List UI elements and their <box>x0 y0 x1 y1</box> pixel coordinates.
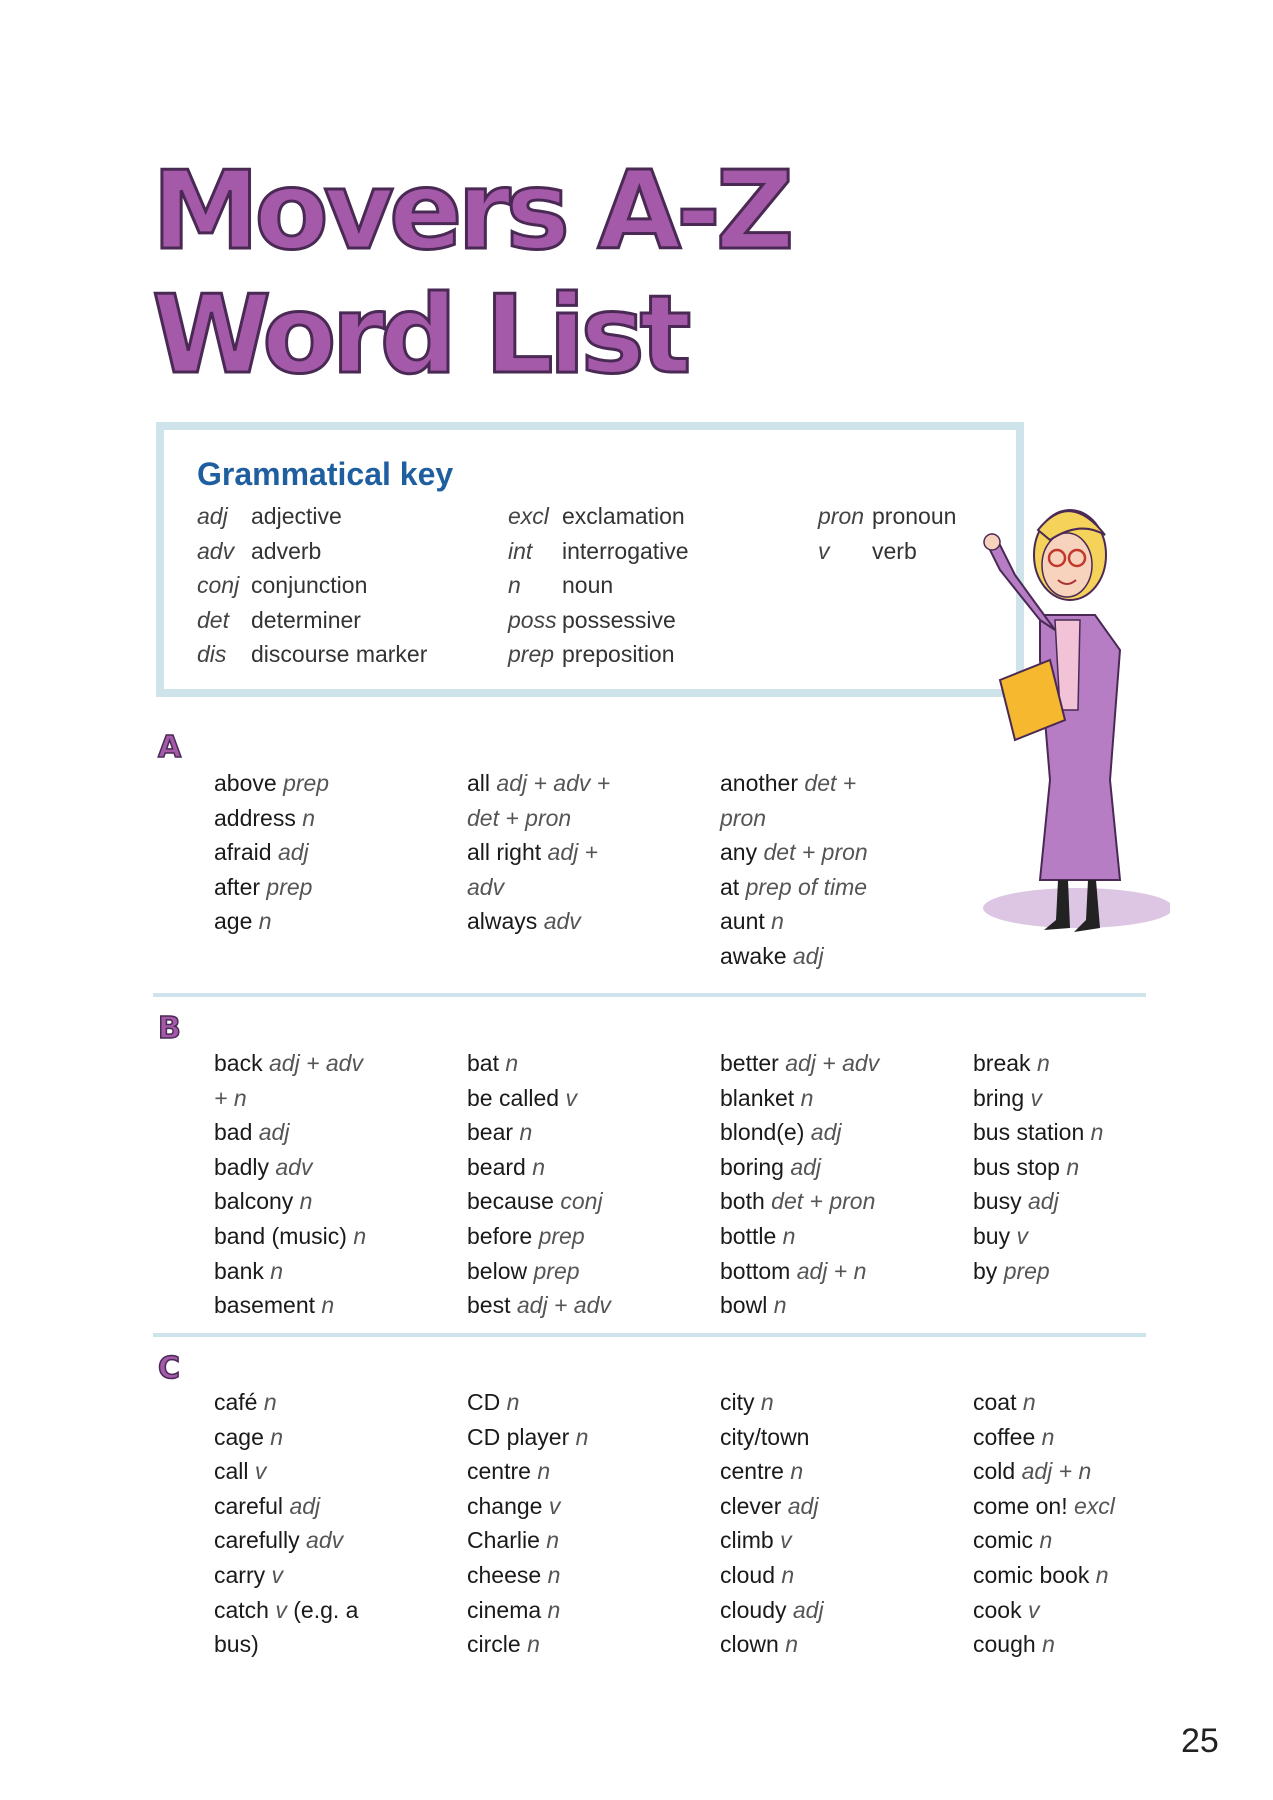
key-item-interrogative <box>508 538 689 565</box>
part-of-speech: adj + n <box>1021 1458 1092 1485</box>
word-entry <box>467 1150 611 1185</box>
key-item-exclamation <box>508 503 685 530</box>
word-entry <box>214 870 329 905</box>
word-column <box>973 1385 1115 1662</box>
word-entry <box>973 1046 1103 1081</box>
word: best <box>467 1292 511 1319</box>
word-entry <box>467 1046 611 1081</box>
part-of-speech: adv <box>467 873 505 900</box>
word: city/town <box>720 1423 810 1450</box>
part-of-speech: n <box>547 1596 561 1623</box>
part-of-speech: adv <box>543 908 581 935</box>
word-column <box>467 1385 588 1662</box>
key-meaning: noun <box>562 572 614 599</box>
word: aunt <box>720 908 765 935</box>
part-of-speech: n <box>790 1458 804 1485</box>
word-entry <box>720 870 868 905</box>
word-entry <box>720 1454 824 1489</box>
word: boring <box>720 1153 784 1180</box>
part-of-speech: adj + n <box>796 1257 867 1284</box>
word-entry <box>467 1219 611 1254</box>
word-entry <box>973 1454 1115 1489</box>
word-entry <box>720 1150 879 1185</box>
word: cinema <box>467 1596 542 1623</box>
word-entry <box>973 1489 1115 1524</box>
part-of-speech: adj + <box>547 839 599 866</box>
section-letter-A: A <box>158 730 182 765</box>
word-entry <box>214 766 329 801</box>
word-entry <box>467 1254 611 1289</box>
part-of-speech: prep of time <box>745 873 868 900</box>
part-of-speech: n <box>527 1631 540 1658</box>
word-entry <box>467 1184 611 1219</box>
word-entry <box>214 1219 366 1254</box>
part-of-speech: n <box>782 1222 796 1249</box>
part-of-speech: adj <box>790 1153 822 1180</box>
part-of-speech: n <box>785 1631 798 1658</box>
word: bus station <box>973 1119 1085 1146</box>
part-of-speech: pron <box>720 804 767 831</box>
word-entry <box>214 1454 358 1489</box>
key-meaning: verb <box>872 537 917 564</box>
part-of-speech: n <box>506 1389 520 1415</box>
word-entry <box>720 1593 824 1628</box>
page-title-line-1: Movers A-Z <box>152 149 790 274</box>
word-entry <box>214 835 329 870</box>
word-entry <box>214 1523 358 1558</box>
word-entry <box>467 1081 611 1116</box>
word-entry <box>720 1489 824 1524</box>
word: circle <box>467 1631 521 1658</box>
word: climb <box>720 1527 774 1554</box>
part-of-speech: n <box>547 1561 561 1588</box>
word: cook <box>973 1596 1022 1623</box>
word: before <box>467 1222 533 1249</box>
key-meaning: adverb <box>251 537 322 564</box>
word: bad <box>214 1119 253 1146</box>
part-of-speech: n <box>773 1292 787 1319</box>
word: carefully <box>214 1527 300 1554</box>
part-of-speech: adj <box>1027 1188 1059 1215</box>
part-of-speech: adj + adv <box>785 1050 880 1076</box>
key-abbreviation: v <box>818 537 830 564</box>
word: basement <box>214 1292 316 1319</box>
word: bring <box>973 1084 1025 1111</box>
key-item-preposition <box>508 641 675 668</box>
word: bus stop <box>973 1153 1060 1180</box>
part-of-speech: v <box>275 1596 287 1623</box>
word: above <box>214 770 277 796</box>
word: blond(e) <box>720 1119 805 1146</box>
part-of-speech: adv <box>275 1153 313 1180</box>
word-column <box>214 766 329 939</box>
part-of-speech: prep <box>533 1257 580 1284</box>
word: any <box>720 839 758 866</box>
key-meaning: conjunction <box>251 572 368 599</box>
word: bank <box>214 1257 264 1284</box>
word-entry <box>720 1081 879 1116</box>
word: coat <box>973 1389 1017 1415</box>
key-abbreviation: excl <box>508 503 549 529</box>
word: after <box>214 873 261 900</box>
word-entry <box>214 1150 366 1185</box>
grammatical-key-title: Grammatical key <box>197 456 454 492</box>
word-entry <box>720 1219 879 1254</box>
page-number: 25 <box>1181 1722 1219 1760</box>
word-entry <box>720 766 868 801</box>
part-of-speech: n <box>519 1119 533 1146</box>
word: bottom <box>720 1257 791 1284</box>
word: buy <box>973 1222 1011 1249</box>
word: address <box>214 804 296 831</box>
key-abbreviation: pron <box>818 503 865 529</box>
part-of-speech: n <box>1090 1119 1104 1146</box>
word-entry <box>973 1150 1103 1185</box>
section-divider <box>153 993 1146 997</box>
word-column <box>973 1046 1103 1288</box>
word-entry <box>720 1420 824 1455</box>
part-of-speech: excl <box>1074 1492 1115 1519</box>
word: beard <box>467 1153 526 1180</box>
word-entry <box>214 1558 358 1593</box>
key-item-adverb <box>197 538 321 565</box>
word: all <box>467 770 491 796</box>
word: band (music) <box>214 1222 347 1249</box>
word-entry <box>214 904 329 939</box>
part-of-speech: adj <box>277 839 309 866</box>
word-entry <box>973 1523 1115 1558</box>
word: CD player <box>467 1423 570 1450</box>
page-title-line-2: Word List <box>152 273 687 398</box>
word-column <box>720 1385 824 1662</box>
word-column <box>467 766 610 939</box>
word-entry <box>214 801 329 836</box>
part-of-speech: n <box>800 1084 814 1111</box>
part-of-speech: n <box>263 1389 277 1415</box>
teacher-illustration <box>970 480 1170 935</box>
word: catch <box>214 1596 269 1623</box>
word-entry <box>467 801 610 836</box>
word-note: (e.g. a <box>293 1596 359 1623</box>
word-entry <box>973 1627 1115 1662</box>
part-of-speech: det + pron <box>467 804 572 831</box>
word: because <box>467 1188 554 1215</box>
part-of-speech: v <box>1030 1084 1043 1111</box>
word-entry <box>720 1558 824 1593</box>
word: call <box>214 1458 249 1485</box>
word-entry <box>973 1081 1103 1116</box>
part-of-speech: n <box>771 908 784 935</box>
part-of-speech: n <box>781 1561 795 1588</box>
word: busy <box>973 1188 1022 1215</box>
part-of-speech: adj <box>258 1119 290 1146</box>
word-entry <box>214 1081 366 1116</box>
key-item-pronoun <box>818 503 956 530</box>
word: badly <box>214 1153 269 1180</box>
part-of-speech: det + <box>804 770 857 796</box>
part-of-speech: adj <box>792 942 824 969</box>
word-entry <box>214 1385 358 1420</box>
word: city <box>720 1389 755 1415</box>
word: change <box>467 1492 543 1519</box>
word: back <box>214 1050 263 1076</box>
part-of-speech: n <box>270 1423 284 1450</box>
part-of-speech: prep <box>1003 1257 1050 1284</box>
part-of-speech: n <box>1036 1050 1050 1076</box>
word: cloudy <box>720 1596 787 1623</box>
word: clown <box>720 1631 779 1658</box>
key-item-verb <box>818 538 917 565</box>
part-of-speech: n <box>575 1423 589 1450</box>
grammatical-key-box <box>156 422 1024 697</box>
word-entry <box>720 1046 879 1081</box>
word-entry <box>720 1288 879 1323</box>
part-of-speech: n <box>1039 1527 1053 1554</box>
key-abbreviation: n <box>508 572 521 599</box>
word-entry <box>467 1288 611 1323</box>
word-entry <box>720 835 868 870</box>
word-entry <box>720 1523 824 1558</box>
word-entry <box>214 1627 358 1662</box>
word-entry <box>214 1288 366 1323</box>
word: bat <box>467 1050 499 1076</box>
word-entry <box>467 1627 588 1662</box>
part-of-speech: n <box>270 1257 284 1284</box>
part-of-speech: v <box>1016 1222 1028 1249</box>
word-entry <box>973 1115 1103 1150</box>
word-column <box>720 766 868 974</box>
word: always <box>467 908 538 935</box>
part-of-speech: n <box>1042 1631 1055 1658</box>
key-abbreviation: prep <box>508 641 555 668</box>
word: at <box>720 873 740 900</box>
section-divider <box>153 1333 1146 1337</box>
word-entry <box>720 1184 879 1219</box>
part-of-speech: v <box>780 1527 792 1554</box>
word-entry <box>720 939 868 974</box>
word-entry <box>973 1420 1115 1455</box>
word-entry <box>467 1523 588 1558</box>
word: afraid <box>214 839 272 866</box>
key-item-noun <box>508 572 613 599</box>
part-of-speech: n <box>258 908 272 935</box>
key-meaning: interrogative <box>562 537 689 564</box>
part-of-speech: prep <box>266 873 313 900</box>
word-entry <box>467 1558 588 1593</box>
word: below <box>467 1257 528 1284</box>
key-item-adjective <box>197 503 342 530</box>
word-entry <box>467 1454 588 1489</box>
key-item-conjunction <box>197 572 367 599</box>
key-meaning: exclamation <box>562 503 685 529</box>
key-abbreviation: adj <box>197 503 228 529</box>
part-of-speech: v <box>271 1561 284 1588</box>
word: blanket <box>720 1084 795 1111</box>
part-of-speech: v <box>548 1492 561 1519</box>
word: careful <box>214 1492 284 1519</box>
word-entry <box>467 1489 588 1524</box>
word-entry <box>973 1219 1103 1254</box>
word: better <box>720 1050 779 1076</box>
part-of-speech: n <box>302 804 316 831</box>
section-letter-C: C <box>158 1351 181 1386</box>
part-of-speech: n <box>1066 1153 1080 1180</box>
key-item-determiner <box>197 607 361 634</box>
part-of-speech: det + pron <box>763 839 868 866</box>
word-entry <box>973 1184 1103 1219</box>
part-of-speech: n <box>299 1188 313 1215</box>
key-meaning: pronoun <box>872 503 957 529</box>
part-of-speech: adj + adv <box>516 1292 611 1319</box>
word-entry <box>720 1385 824 1420</box>
word: comic book <box>973 1561 1090 1588</box>
key-abbreviation: adv <box>197 537 235 564</box>
word-entry <box>720 1115 879 1150</box>
part-of-speech: n <box>1022 1389 1036 1415</box>
word: cage <box>214 1423 264 1450</box>
word: bus) <box>214 1631 259 1658</box>
key-abbreviation: conj <box>197 572 240 599</box>
word-entry <box>973 1385 1115 1420</box>
word: clever <box>720 1492 782 1519</box>
part-of-speech: prep <box>283 770 330 796</box>
key-meaning: adjective <box>251 503 342 529</box>
part-of-speech: conj <box>560 1188 603 1215</box>
word: bowl <box>720 1292 768 1319</box>
key-abbreviation: poss <box>508 606 557 633</box>
part-of-speech: adj <box>810 1119 842 1146</box>
part-of-speech: n <box>505 1050 519 1076</box>
word-entry <box>720 904 868 939</box>
word-column <box>467 1046 611 1323</box>
word: coffee <box>973 1423 1036 1450</box>
section-letter-B: B <box>158 1011 181 1046</box>
word-entry <box>467 1420 588 1455</box>
word: centre <box>720 1458 784 1485</box>
key-abbreviation: int <box>508 537 533 564</box>
word: CD <box>467 1389 501 1415</box>
part-of-speech: adj <box>792 1596 824 1623</box>
word-entry <box>214 1420 358 1455</box>
part-of-speech: prep <box>538 1222 585 1249</box>
word-entry <box>214 1593 358 1628</box>
word: come on! <box>973 1492 1068 1519</box>
word-entry <box>467 904 610 939</box>
word: carry <box>214 1561 266 1588</box>
part-of-speech: det + pron <box>771 1188 876 1215</box>
word: cloud <box>720 1561 775 1588</box>
part-of-speech: n <box>532 1153 546 1180</box>
word: awake <box>720 942 787 969</box>
part-of-speech: n <box>760 1389 774 1415</box>
part-of-speech: n <box>546 1527 560 1554</box>
word: all right <box>467 839 542 866</box>
word: Charlie <box>467 1527 540 1554</box>
part-of-speech: n <box>321 1292 335 1319</box>
part-of-speech: adj <box>787 1492 819 1519</box>
word-entry <box>214 1254 366 1289</box>
word-entry <box>467 766 610 801</box>
part-of-speech: adj <box>289 1492 321 1519</box>
word-entry <box>467 1385 588 1420</box>
word: break <box>973 1050 1031 1076</box>
word-entry <box>973 1558 1115 1593</box>
word: bottle <box>720 1222 777 1249</box>
word: cheese <box>467 1561 542 1588</box>
part-of-speech: n <box>353 1222 367 1249</box>
part-of-speech: adv <box>306 1527 344 1554</box>
word-entry <box>720 801 868 836</box>
key-meaning: possessive <box>562 606 676 633</box>
key-abbreviation: dis <box>197 641 227 668</box>
word-entry <box>973 1254 1103 1289</box>
word-entry <box>214 1115 366 1150</box>
word-entry <box>467 1115 611 1150</box>
part-of-speech: + n <box>214 1084 247 1111</box>
part-of-speech: v <box>1027 1596 1040 1623</box>
word: be called <box>467 1084 560 1111</box>
word-entry <box>720 1254 879 1289</box>
word: bear <box>467 1119 514 1146</box>
word-column <box>214 1385 358 1662</box>
word: balcony <box>214 1188 294 1215</box>
part-of-speech: adj + adv <box>268 1050 363 1076</box>
key-meaning: discourse marker <box>251 641 428 668</box>
word: cold <box>973 1458 1016 1485</box>
word: café <box>214 1389 258 1415</box>
key-abbreviation: det <box>197 606 229 633</box>
word: both <box>720 1188 765 1215</box>
word: cough <box>973 1631 1036 1658</box>
word-entry <box>214 1184 366 1219</box>
word-entry <box>467 870 610 905</box>
word-entry <box>214 1046 366 1081</box>
word-column <box>214 1046 366 1323</box>
word: comic <box>973 1527 1034 1554</box>
word: by <box>973 1257 998 1284</box>
word-entry <box>467 1593 588 1628</box>
part-of-speech: v <box>565 1084 577 1111</box>
word-entry <box>214 1489 358 1524</box>
word-entry <box>467 835 610 870</box>
word-column <box>720 1046 879 1323</box>
key-item-possessive <box>508 607 676 634</box>
part-of-speech: n <box>1041 1423 1055 1450</box>
word-entry <box>720 1627 824 1662</box>
part-of-speech: v <box>254 1458 267 1485</box>
word-entry <box>973 1593 1115 1628</box>
key-item-discourse-marker <box>197 641 427 668</box>
word: centre <box>467 1458 531 1485</box>
key-meaning: determiner <box>251 606 361 633</box>
word: age <box>214 908 253 935</box>
key-meaning: preposition <box>562 641 675 668</box>
part-of-speech: adj + adv + <box>496 770 611 796</box>
part-of-speech: n <box>1095 1561 1109 1588</box>
word: another <box>720 770 799 796</box>
part-of-speech: n <box>537 1458 551 1485</box>
